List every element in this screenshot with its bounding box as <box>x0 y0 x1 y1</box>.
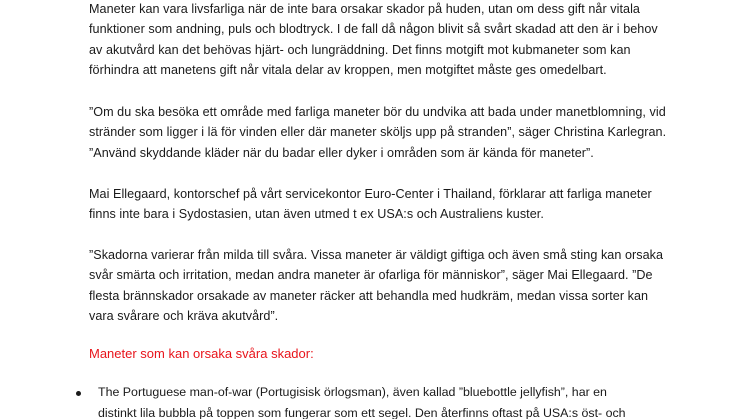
paragraph-mai-intro: Mai Ellegaard, kontorschef på vårt servicekontor Euro-Center i Thailand, förklarar att farliga maneter finns inte bara i Sydostasien, utan även utmed t ex USA:s och Australiens kuster. <box>89 187 652 222</box>
list-item-text: The Portuguese man-of-war (Portugisisk örlogsman), även kallad ”bluebottle jellyfish”, har en distinkt lila bubbla på toppen som fungerar som ett segel. Den återfinns oftast på USA:s öst- och <box>98 385 626 419</box>
paragraph-quote-mai: ”Skadorna varierar från milda till svåra. Vissa maneter är väldigt giftiga och även små sting kan orsaka svår smärta och irritation, medan andra maneter är ofarliga för människor”, säger Mai Ellegaard. ”De flesta brännskador orsakade av maneter räcker att behandla med hudkräm, medan vissa sorter kan vara svårare och kräva akutvård”. <box>89 248 664 324</box>
bullet-icon <box>76 391 81 396</box>
section-heading: Maneter som kan orsaka svåra skador: <box>89 346 314 361</box>
jellyfish-list <box>0 382 746 419</box>
paragraph-quote-christina: ”Om du ska besöka ett område med farliga maneter bör du undvika att bada under manetblomning, vid stränder som ligger i lä för vinden eller där maneter sköljs upp på stranden”, säger Christina Karlegran. ”Använd skyddande kläder när du badar eller dyker i områden som är kända för maneter”. <box>89 105 667 160</box>
list-item <box>0 382 646 419</box>
paragraph-toxicity: Maneter kan vara livsfarliga när de inte bara orsakar skador på huden, utan om dess gift når vitala funktioner som andning, puls och blodtryck. I de fall då någon blivit så svårt skadad att den är i behov av akutvård kan det behövas hjärt- och lungräddning. Det finns motgift mot kubmaneter som kan förhindra att manetens gift når vitala delar av kroppen, men motgiftet måste ges omedelbart. <box>89 2 658 78</box>
